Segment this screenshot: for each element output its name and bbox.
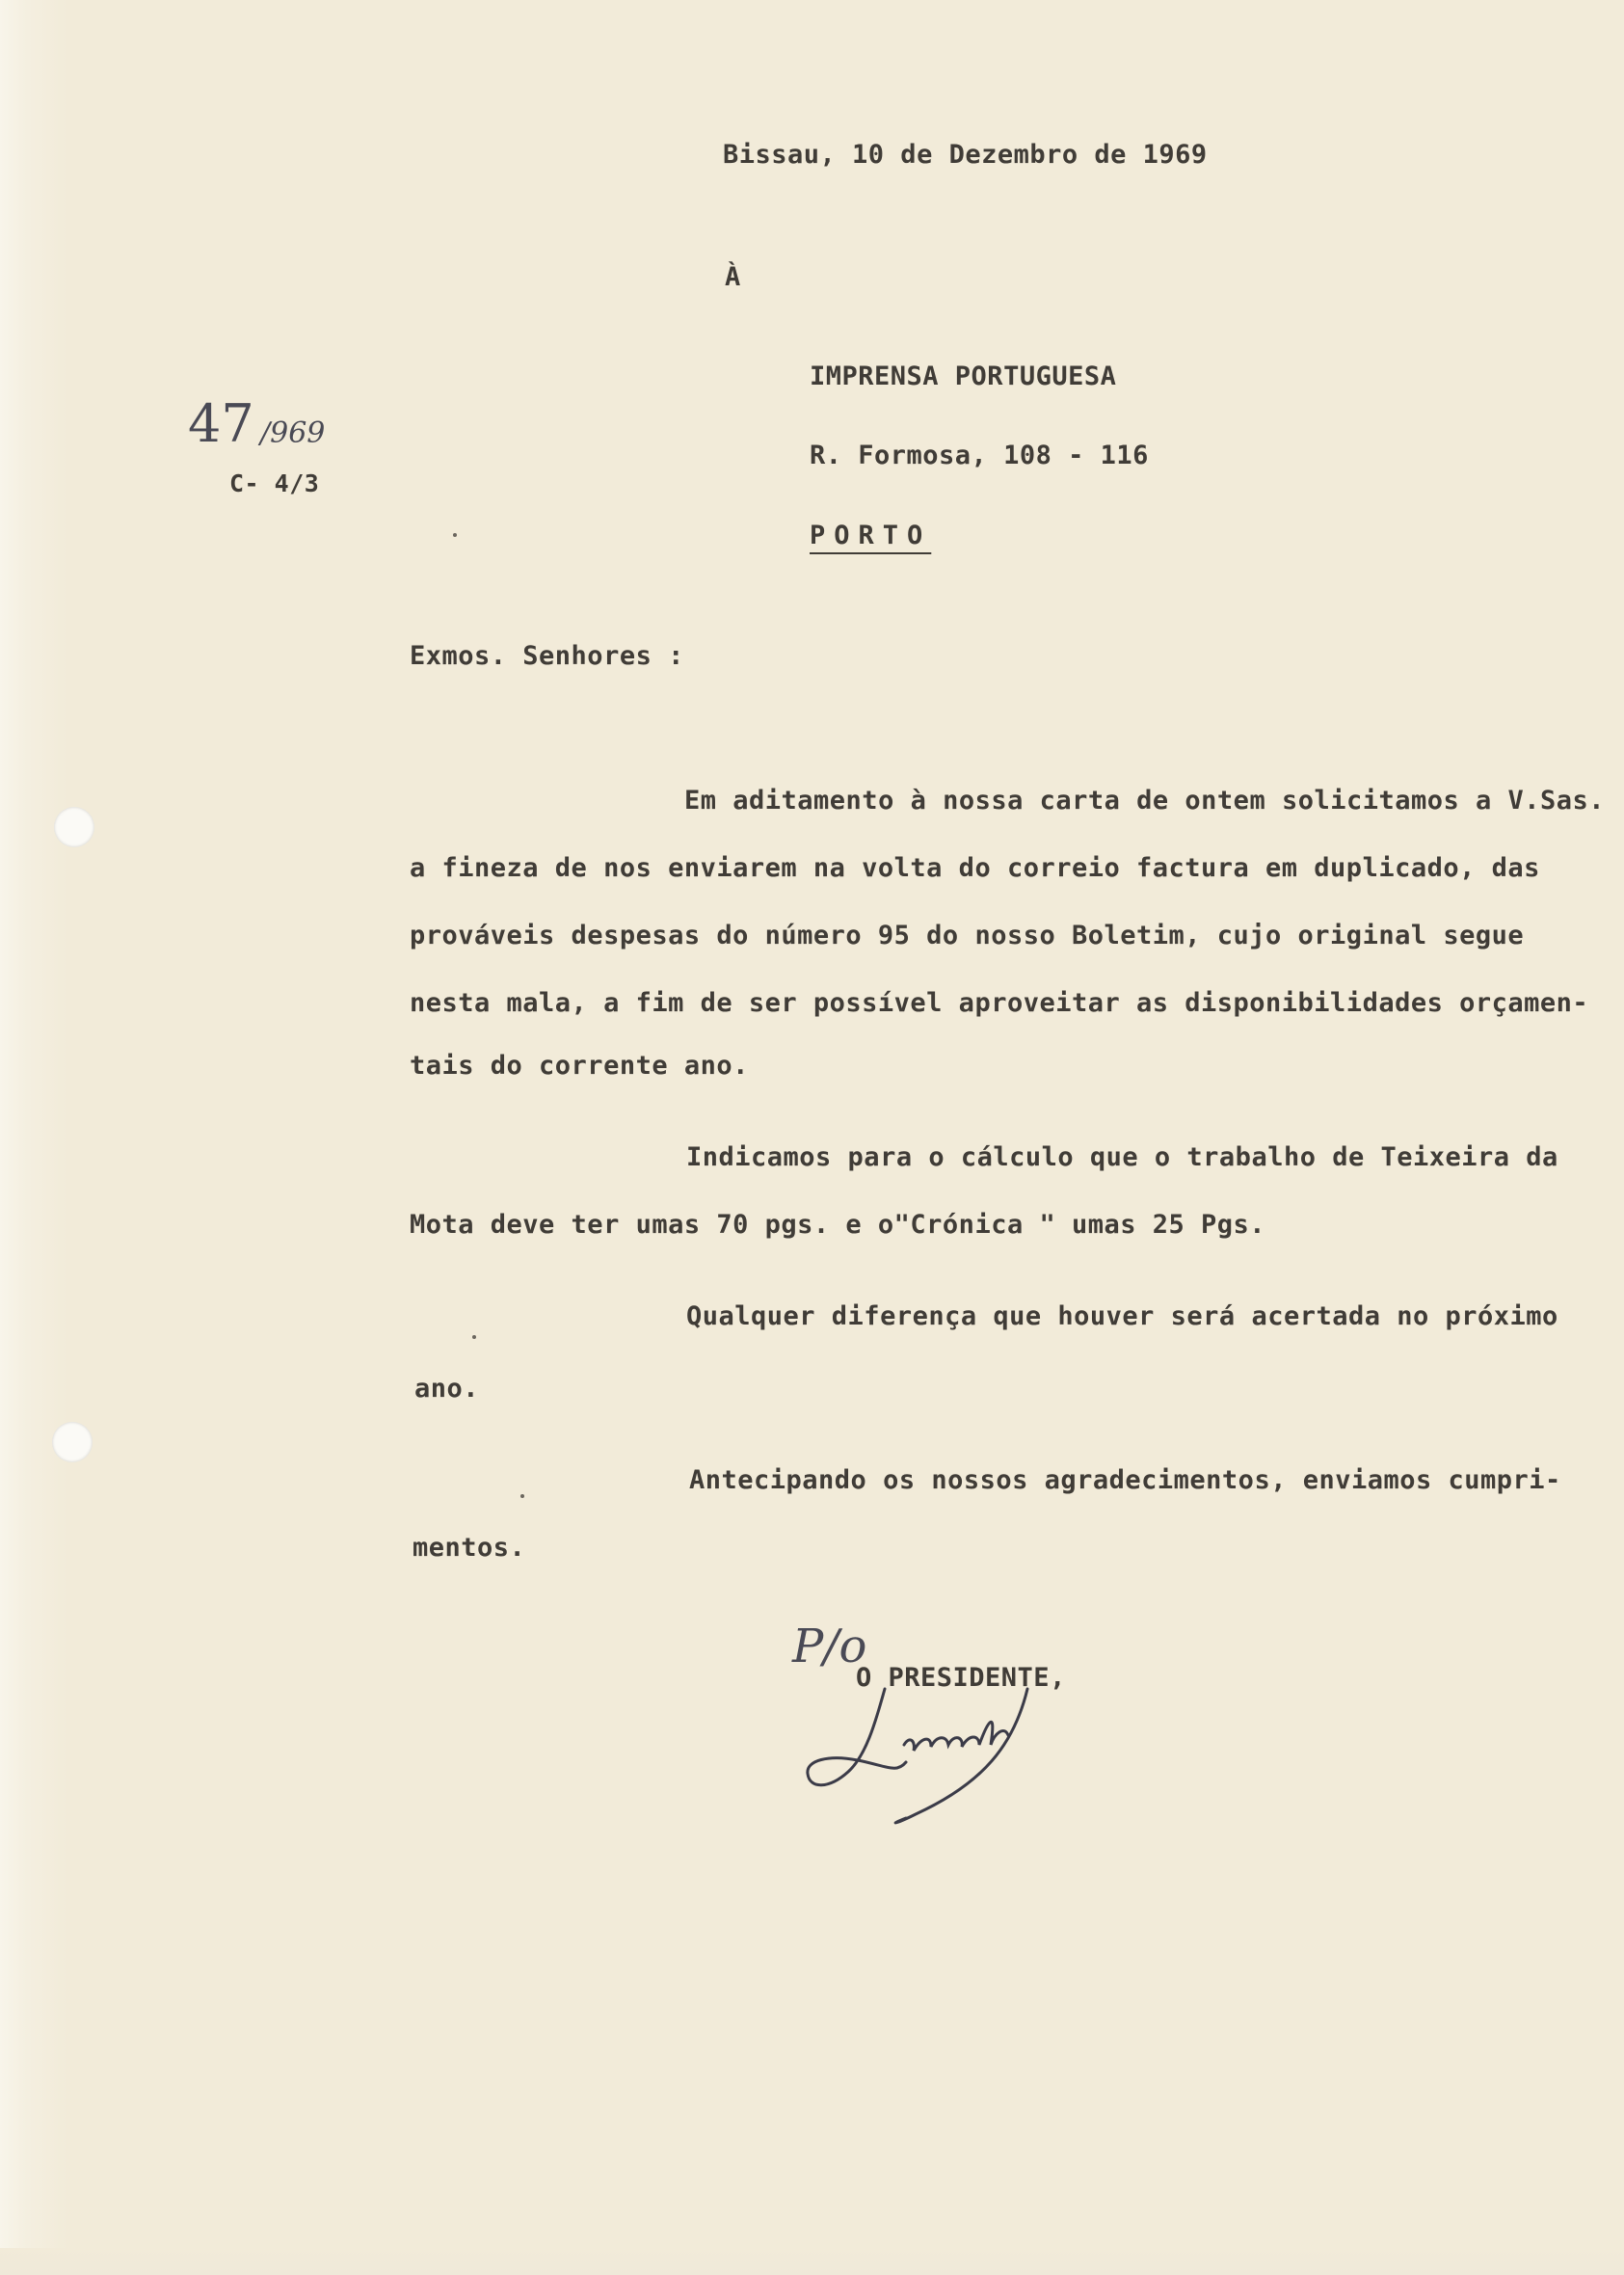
signature-title: O PRESIDENTE, (856, 1663, 1066, 1693)
body-line: nesta mala, a fim de ser possível aproveitar as disponibilidades orçamen- (410, 988, 1589, 1018)
body-line: Qualquer diferença que houver será acertada no próximo (686, 1301, 1558, 1331)
body-line: Antecipando os nossos agradecimentos, enviamos cumpri- (689, 1465, 1561, 1495)
salutation: Exmos. Senhores : (410, 641, 684, 671)
punch-hole-icon (54, 807, 94, 847)
reference-number: 47 (188, 393, 254, 454)
reference-year: /969 (260, 416, 326, 450)
punch-hole-icon (52, 1422, 93, 1462)
paper-edge (0, 0, 67, 2275)
body-line: tais do corrente ano. (410, 1051, 749, 1081)
speck (520, 1494, 524, 1498)
recipient-name: IMPRENSA PORTUGUESA (810, 361, 1117, 391)
speck (453, 533, 457, 537)
body-line: a fineza de nos enviarem na volta do correio factura em duplicado, das (410, 853, 1540, 883)
body-line: Em aditamento à nossa carta de ontem solicitamos a V.Sas. (684, 786, 1606, 816)
body-line: Mota deve ter umas 70 pgs. e o"Crónica " umas 25 Pgs. (410, 1210, 1266, 1240)
date-line: Bissau, 10 de Dezembro de 1969 (723, 140, 1208, 170)
speck (472, 1335, 476, 1339)
recipient-city: PORTO (810, 521, 932, 550)
recipient-address: R. Formosa, 108 - 116 (810, 441, 1149, 470)
body-line: Indicamos para o cálculo que o trabalho de Teixeira da (686, 1142, 1558, 1172)
handwritten-signature-icon (790, 1600, 1099, 1832)
body-line: mentos. (413, 1533, 526, 1563)
body-line: prováveis despesas do número 95 do nosso Boletim, cujo original segue (410, 921, 1525, 950)
addressee-marker: À (725, 262, 741, 292)
paper-edge-bottom (0, 2248, 1624, 2275)
body-line: ano. (414, 1374, 480, 1404)
reference-code: C- 4/3 (229, 469, 320, 497)
signature-prefix: P/o (792, 1619, 867, 1673)
